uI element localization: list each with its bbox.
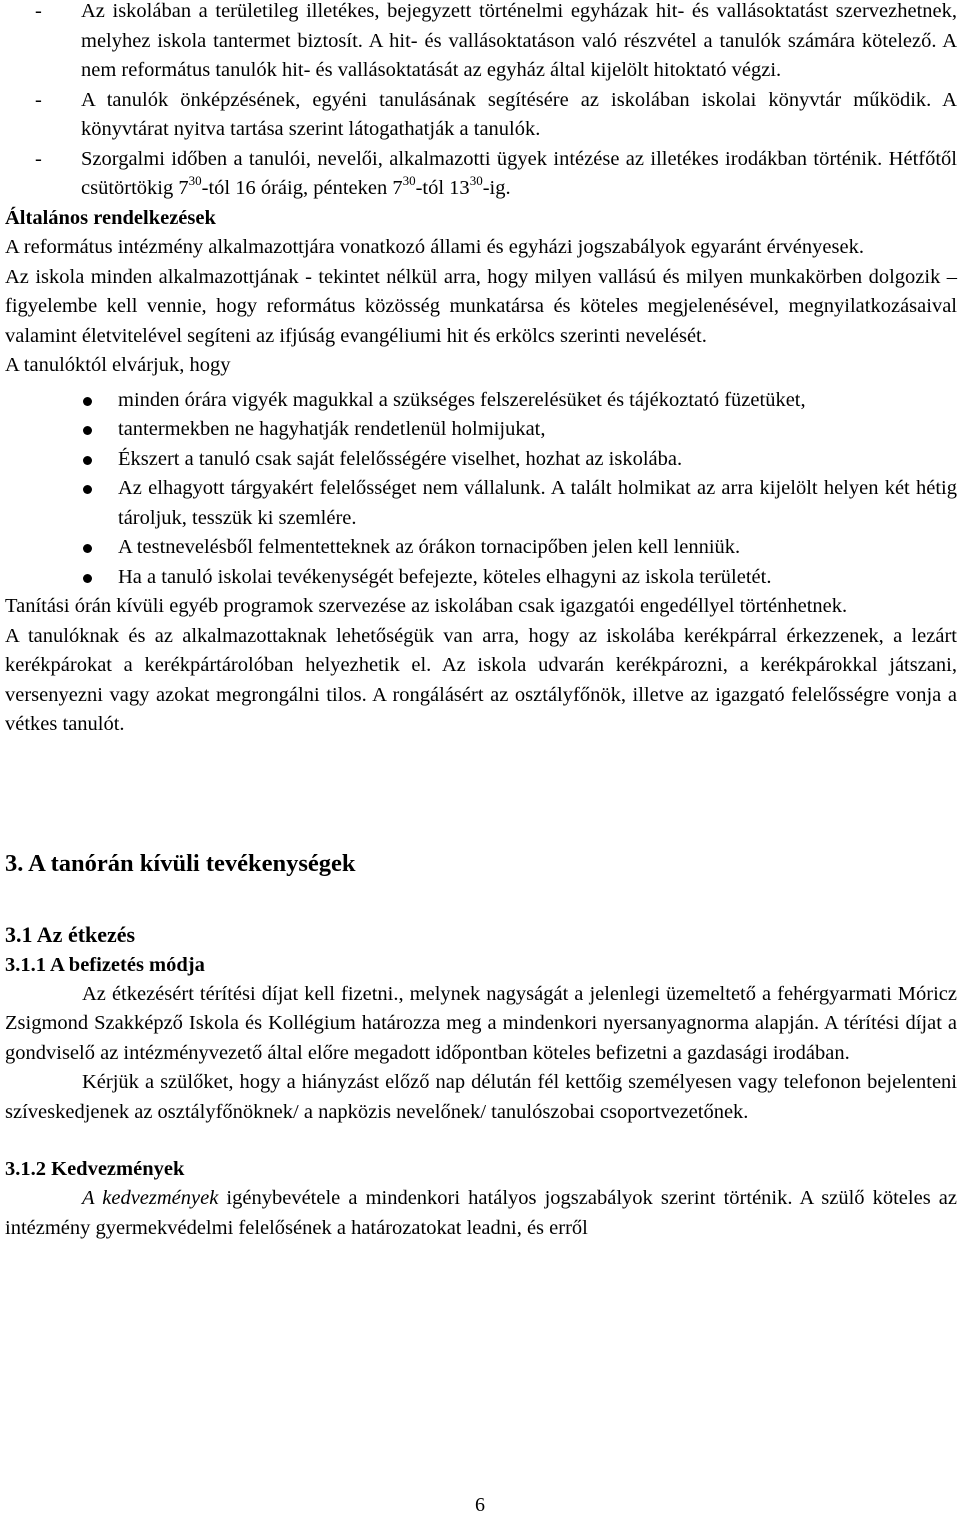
general-provisions-heading: Általános rendelkezések <box>5 206 216 229</box>
office-hours-text-d: -ig. <box>482 177 511 199</box>
list-item-text: Az iskolában a területileg illetékes, bejegyzett történelmi egyházak hit- és vallásoktatást szervezhetnek, melyhez iskola tantermet biztosít. A hit- és vallásoktatáson való részvétel a tanulók számára kötelező. A nem református tanulók hit- és vallásoktatását az egyház által kijelölt hitoktató végzi. <box>81 0 957 81</box>
office-hours-text-a: Szorgalmi időben a tanulói, nevelői, alkalmazotti ügyek intézése az illetékes irodákban történik. Hétfőtől csütörtökig 7 <box>81 147 957 199</box>
list-dash: - <box>35 88 42 111</box>
list-item-text: A tanulók önképzésének, egyéni tanulásának segítésére az iskolában iskolai könyvtár működik. A könyvtárat nyitva tartása szerint látogathatják a tanulók. <box>81 88 957 140</box>
bullet-intro: A tanulóktól elvárjuk, hogy <box>5 354 231 376</box>
subsection-heading: 3.1.1 A befizetés módja <box>5 953 205 976</box>
expectations-list <box>5 386 957 593</box>
list-item-text <box>81 148 957 200</box>
document-page <box>5 0 957 1243</box>
section-heading: 3.1 Az étkezés <box>5 921 136 947</box>
list-dash: - <box>35 147 42 170</box>
paragraph: A tanulóknak és az alkalmazottaknak lehetőségük van arra, hogy az iskolába kerékpárral érkezzenek, a lezárt kerékpárokat a kerékpártárolóban helyezhetik el. Az iskola udvarán kerékpározni, a kerékpárokkal játszani, versenyezni vagy azokat megrongálni tilos. A rongálásért az osztályfőnök, illetve az igazgató felelősségre vonja a vétkes tanulót. <box>5 624 957 735</box>
bullet-icon <box>83 397 92 406</box>
bullet-icon <box>83 426 92 435</box>
time-superscript: 30 <box>402 173 416 188</box>
paragraph: Kérjük a szülőket, hogy a hiányzást előző nap délután fél kettőig személyesen vagy telefonon bejelenteni szíveskedjenek az osztályfőnöknek/ a napközis nevelőnek/ tanulószobai csoportvezetőnek. <box>5 1071 957 1123</box>
list-item <box>5 0 957 86</box>
office-hours-text-c: -tól 13 <box>415 177 470 199</box>
bullet-icon <box>83 574 92 583</box>
bullet-text: Az elhagyott tárgyakért felelősséget nem vállalunk. A talált holmikat az arra kijelölt helyen két hétig tároljuk, tesszük ki szemlére. <box>118 477 957 529</box>
bullet-item <box>5 533 957 563</box>
bullet-text: A testnevelésből felmentetteknek az órákon tornacipőben jelen kell lenniük. <box>118 536 741 558</box>
time-superscript: 30 <box>469 173 483 188</box>
bullet-item <box>5 386 957 416</box>
bullet-icon <box>83 544 92 553</box>
bullet-item <box>5 445 957 475</box>
bullet-text: Ha a tanuló iskolai tevékenységét befejezte, köteles elhagyni az iskola területét. <box>118 565 772 588</box>
list-dash: - <box>35 0 42 22</box>
subsection-heading: 3.1.2 Kedvezmények <box>5 1158 185 1180</box>
time-superscript: 30 <box>188 173 202 188</box>
list-item <box>5 145 957 204</box>
list-item <box>5 86 957 145</box>
bullet-item <box>5 563 957 593</box>
bullet-text: tantermekben ne hagyhatják rendetlenül holmijukat, <box>118 418 546 440</box>
bullet-item <box>5 474 957 533</box>
paragraph: Az étkezésért térítési díjat kell fizetni., melynek nagyságát a jelenlegi üzemeltető a fehérgyarmati Móricz Zsigmond Szakképző Iskola és Kollégium határozza meg a mindenkori nyersanyagnorma alapján. A térítési díjat a gondviselő az intézményvezető által előre megadott időpontban köteles befizetni a gazdasági irodában. <box>5 982 957 1064</box>
office-hours-text-b: -tól 16 óráig, pénteken 7 <box>201 177 403 199</box>
paragraph-text: igénybevétele a mindenkori hatályos jogszabályok szerint történik. A szülő köteles az intézmény gyermekvédelmi felelősének a határozatokat leadni, és erről <box>5 1187 957 1239</box>
paragraph <box>5 1184 957 1243</box>
italic-term: A kedvezmények <box>82 1187 219 1209</box>
bullet-icon <box>83 485 92 494</box>
chapter-heading: 3. A tanórán kívüli tevékenységek <box>5 849 356 877</box>
page-number: 6 <box>475 1494 485 1516</box>
bullet-text: minden órára vigyék magukkal a szükséges felszerelésüket és tájékoztató füzetüket, <box>118 388 806 411</box>
bullet-icon <box>83 456 92 465</box>
bullet-item <box>5 415 957 445</box>
paragraph: Az iskola minden alkalmazottjának - tekintet nélkül arra, hogy milyen vallású és milyen munkakörben dolgozik – figyelembe kell vennie, hogy református közösség munkatársa és köteles megjelenésével, megnyilatkozásaival valamint életvitelével segíteni az ifjúság evangéliumi hit és erkölcs szerinti nevelését. <box>5 265 957 347</box>
bullet-text: Ékszert a tanuló csak saját felelősségére viselhet, hozhat az iskolába. <box>118 447 683 470</box>
paragraph: Tanítási órán kívüli egyéb programok szervezése az iskolában csak igazgatói engedéllyel történhetnek. <box>5 595 848 617</box>
paragraph: A református intézmény alkalmazottjára vonatkozó állami és egyházi jogszabályok egyaránt érvényesek. <box>5 236 864 258</box>
